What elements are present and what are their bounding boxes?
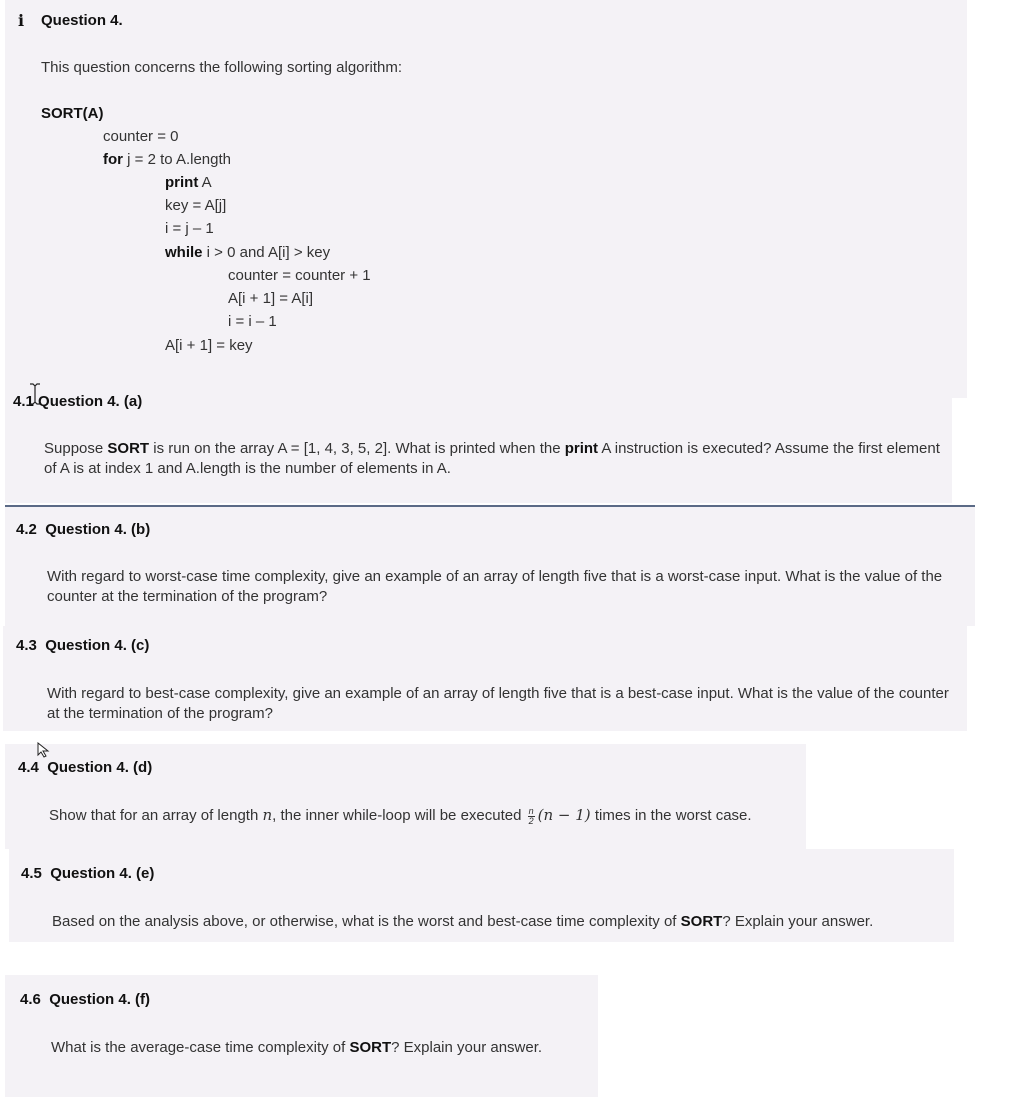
mouse-pointer-icon [36,742,52,758]
code-line-8: A[i + 1] = A[i] [228,290,314,307]
question-4-intro: This question concerns the following sorting algorithm: [41,59,403,76]
code-line-2: for j = 2 to A.length [103,151,231,168]
question-4a-heading: 4.1 Question 4. (a) [13,393,143,410]
code-line-10: A[i + 1] = key [165,337,253,354]
code-line-6: while i > 0 and A[i] > key [165,244,331,261]
code-line-4: key = A[j] [165,197,227,214]
question-4e-text: Based on the analysis above, or otherwise, what is the worst and best-case time complexity of SORT? Explain your answer. [52,913,874,930]
text-cursor-icon [29,383,41,405]
code-line-1: counter = 0 [103,128,179,145]
question-4d-heading: 4.4 Question 4. (d) [18,759,153,776]
question-4b-heading: 4.2 Question 4. (b) [16,521,151,538]
question-4c-text: With regard to best-case complexity, give an example of an array of length five that is a best-case input. What is the value of the counter at the termination of the program? [47,685,949,722]
fraction-n-over-2: $\frac{n}{2}$ [528,805,534,826]
question-4f-heading: 4.6 Question 4. (f) [20,991,151,1008]
code-signature: SORT(A) [41,105,104,122]
question-4e-heading: 4.5 Question 4. (e) [21,865,155,882]
code-line-9: i = i – 1 [228,313,277,330]
question-4d-text: Show that for an array of length n, the inner while-loop will be executed $\frac{n}{2}$ (n − 1) times in the worst case. [49,805,752,826]
question-4b-text: With regard to worst-case time complexity, give an example of an array of length five that is a worst-case input. What is the value of the counter at the termination of the program? [47,568,943,605]
code-line-5: i = j – 1 [165,220,214,237]
question-4f-text: What is the average-case time complexity of SORT? Explain your answer. [51,1039,543,1056]
code-line-3: print A [165,174,212,191]
info-icon: i [18,11,25,30]
question-4-title: Question 4. [41,12,123,29]
question-4c-heading: 4.3 Question 4. (c) [16,637,150,654]
code-line-7: counter = counter + 1 [228,267,371,284]
question-4a-text: Suppose SORT is run on the array A = [1, 4, 3, 5, 2]. What is printed when the print A instruction is executed? Assume the first element of A is at index 1 and A.length is the number of elements in A. [44,440,940,477]
